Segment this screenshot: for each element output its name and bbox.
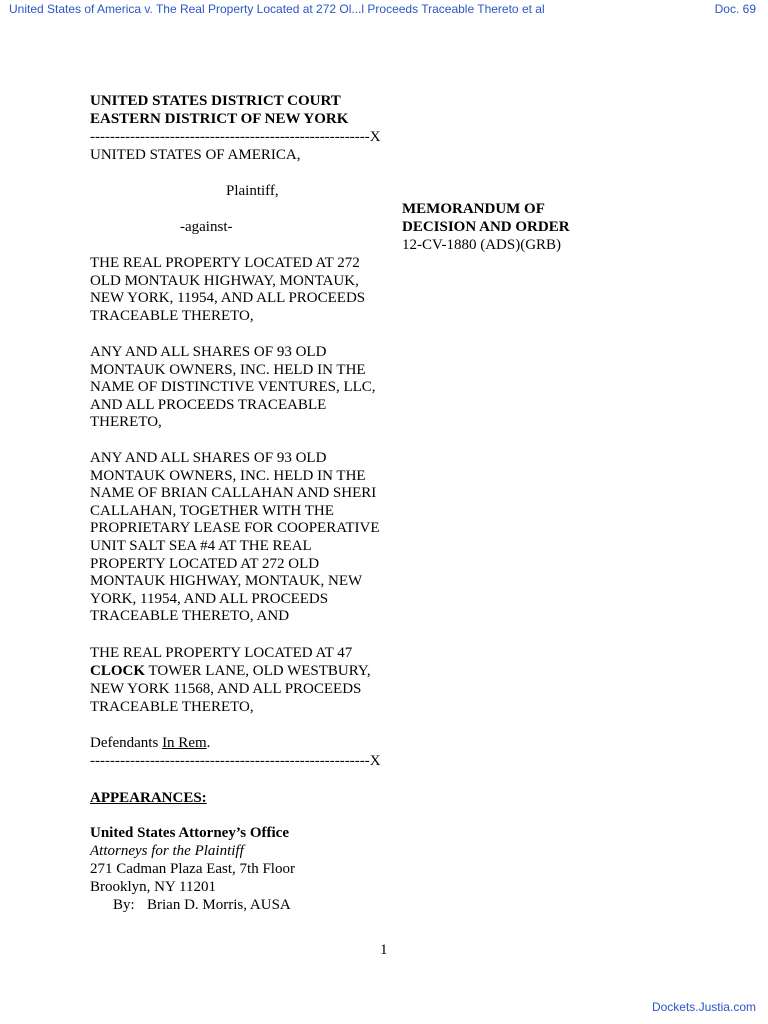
memo-title-line2: DECISION AND ORDER	[402, 219, 570, 235]
attorney-address-line1: 271 Cadman Plaza East, 7th Floor	[90, 861, 295, 877]
clock-word: CLOCK	[90, 663, 146, 679]
defendant-block-1: THE REAL PROPERTY LOCATED AT 272 OLD MONTAUK HIGHWAY, MONTAUK, NEW YORK, 11954, AND ALL PROCEEDS TRACEABLE THERETO,	[90, 255, 366, 324]
attorney-name: Brian D. Morris, AUSA	[147, 897, 291, 913]
defendants-prefix: Defendants	[90, 735, 163, 751]
attorney-address-line2: Brooklyn, NY 11201	[90, 879, 216, 895]
in-rem-text: In Rem	[162, 735, 207, 751]
court-district: EASTERN DISTRICT OF NEW YORK	[90, 111, 349, 127]
appearances-heading: APPEARANCES:	[90, 790, 207, 806]
defendant-block-3: ANY AND ALL SHARES OF 93 OLD MONTAUK OWNERS, INC. HELD IN THE NAME OF BRIAN CALLAHAN AND SHERI CALLAHAN, TOGETHER WITH THE PROPRIETARY LEASE FOR COOPERATIVE UNIT SALT SEA #4 AT THE REAL PROPERTY LOCATED AT 272 OLD MONTAUK HIGHWAY, MONTAUK, NEW YORK, 11954, AND ALL PROCEEDS TRACEABLE THERETO, AND	[90, 450, 380, 625]
page-number: 1	[380, 942, 388, 958]
attorney-office: United States Attorney’s Office	[90, 825, 289, 841]
caption-separator-bottom: --------------------------------------------------------X	[90, 753, 381, 769]
caption-separator-top: --------------------------------------------------------X	[90, 129, 381, 145]
defendant-block-4-line1: THE REAL PROPERTY LOCATED AT 47	[90, 645, 353, 661]
against-label: -against-	[180, 219, 233, 235]
justia-footer-link[interactable]: Dockets.Justia.com	[651, 1000, 756, 1014]
by-label: By:	[113, 897, 135, 913]
court-name: UNITED STATES DISTRICT COURT	[90, 93, 341, 109]
defendants-suffix: .	[206, 735, 211, 751]
plaintiff-name: UNITED STATES OF AMERICA,	[90, 147, 301, 163]
defendant-block-2: ANY AND ALL SHARES OF 93 OLD MONTAUK OWNERS, INC. HELD IN THE NAME OF DISTINCTIVE VENTURES, LLC, AND ALL PROCEEDS TRACEABLE THERETO,	[90, 344, 376, 431]
document-header	[0, 0, 768, 22]
defendants-in-rem-label	[90, 735, 210, 753]
case-title-link[interactable]: United States of America v. The Real Property Located at 272 Ol...l Proceeds Traceable Thereto et al	[9, 2, 545, 16]
defendant-block-4-line2-rest: TOWER LANE, OLD WESTBURY,	[145, 663, 371, 679]
defendant-block-4-line4: TRACEABLE THERETO,	[90, 699, 254, 715]
attorney-role: Attorneys for the Plaintiff	[90, 843, 244, 859]
doc-number-link[interactable]: Doc. 69	[714, 2, 756, 16]
defendant-block-4-line2	[90, 663, 371, 681]
case-number: 12-CV-1880 (ADS)(GRB)	[402, 237, 562, 253]
defendant-block-4-line3: NEW YORK 11568, AND ALL PROCEEDS	[90, 681, 362, 697]
plaintiff-label: Plaintiff,	[226, 183, 279, 199]
memo-title-line1: MEMORANDUM OF	[402, 201, 545, 217]
